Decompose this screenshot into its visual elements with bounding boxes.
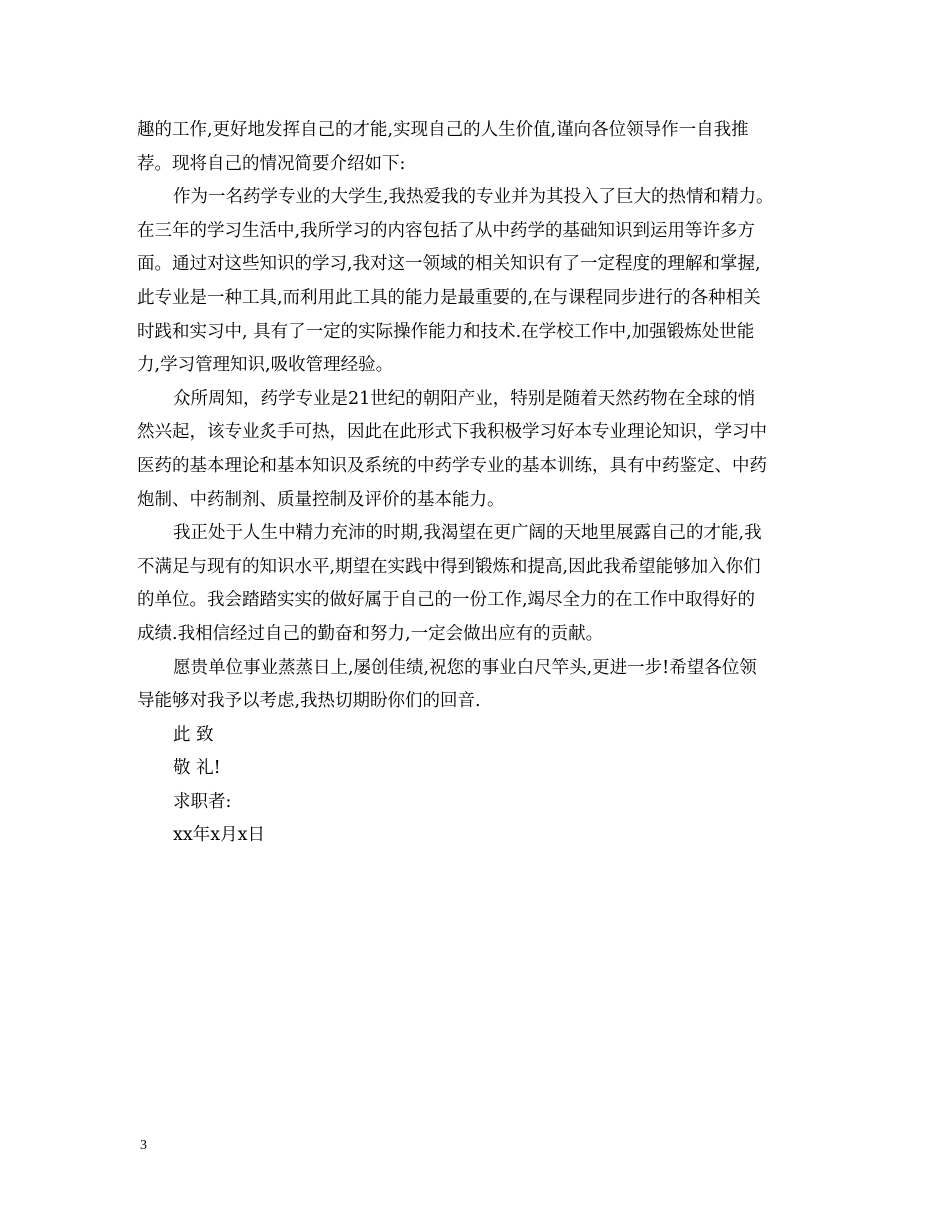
text-line: 此专业是一种工具,而利用此工具的能力是最重要的,在与课程同步进行的各种相关 bbox=[137, 287, 761, 308]
date-line: xx年x月x日 bbox=[173, 825, 265, 846]
text-line: 时践和实习中, 具有了一定的实际操作能力和技术.在学校工作中,加强锻炼处世能 bbox=[137, 321, 755, 342]
text-line: 然兴起，该专业炙手可热，因此在此形式下我积极学习好本专业理论知识，学习中 bbox=[137, 422, 767, 443]
text-line: 众所周知，药学专业是21世纪的朝阳产业，特别是随着天然药物在全球的悄 bbox=[173, 388, 756, 409]
text-line: 力,学习管理知识,吸收管理经验。 bbox=[137, 355, 394, 376]
text-line: 的单位。我会踏踏实实的做好属于自己的一份工作,竭尽全力的在工作中取得好的 bbox=[137, 590, 756, 611]
text-line: 趣的工作,更好地发挥自己的才能,实现自己的人生价值,谨向各位领导作一自我推 bbox=[137, 120, 749, 140]
text-line: 成绩.我相信经过自己的勤奋和努力,一定会做出应有的贡献。 bbox=[137, 623, 604, 644]
text-line: 导能够对我予以考虑,我热切期盼你们的回音. bbox=[137, 691, 481, 712]
text-line: 在三年的学习生活中,我所学习的内容包括了从中药学的基础知识到运用等许多方 bbox=[137, 220, 756, 241]
text-line: 作为一名药学专业的大学生,我热爱我的专业并为其投入了巨大的热情和精力。 bbox=[173, 187, 774, 208]
page-number: 3 bbox=[140, 1138, 147, 1153]
applicant-label: 求职者: bbox=[173, 791, 232, 812]
closing-salutation: 此 致 bbox=[173, 724, 214, 745]
closing-regards: 敬 礼! bbox=[173, 758, 221, 779]
text-line: 医药的基本理论和基本知识及系统的中药学专业的基本训练，具有中药鉴定、中药 bbox=[137, 455, 767, 476]
text-line: 愿贵单位事业蒸蒸日上,屡创佳绩,祝您的事业白尺竿头,更进一步!希望各位领 bbox=[173, 657, 757, 678]
letter-body bbox=[137, 114, 827, 853]
text-line: 荐。现将自己的情况简要介绍如下: bbox=[137, 153, 406, 174]
text-line: 我正处于人生中精力充沛的时期,我渴望在更广阔的天地里展露自己的才能,我 bbox=[173, 523, 762, 544]
text-line: 炮制、中药制剂、质量控制及评价的基本能力。 bbox=[137, 489, 505, 510]
text-line: 面。通过对这些知识的学习,我对这一领域的相关知识有了一定程度的理解和掌握, bbox=[137, 254, 761, 275]
text-line: 不满足与现有的知识水平,期望在实践中得到锻炼和提高,因此我希望能够加入你们 bbox=[137, 556, 761, 577]
